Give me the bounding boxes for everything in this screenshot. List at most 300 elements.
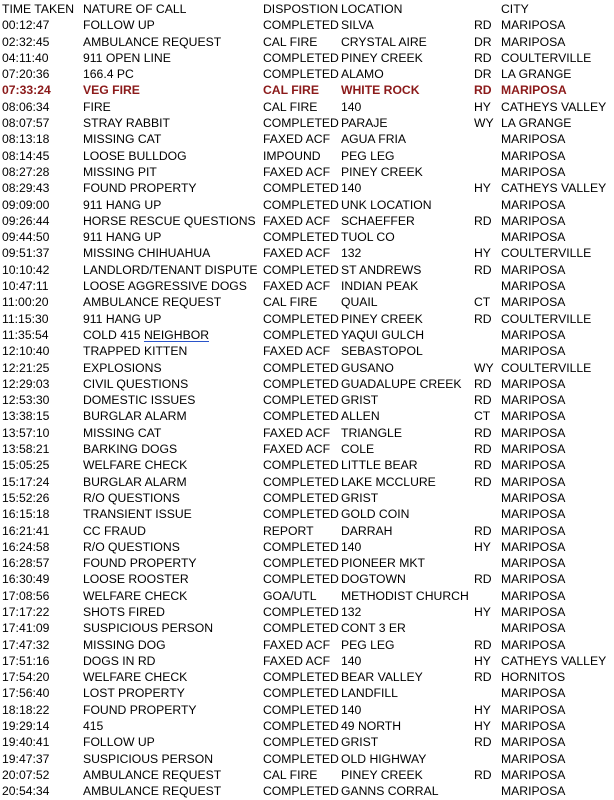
location-cell: ALAMO <box>341 67 384 82</box>
nature-cell: LANDLORD/TENANT DISPUTE <box>83 262 258 277</box>
time-cell: 13:58:21 <box>2 442 50 457</box>
location-cell: LANDFILL <box>341 686 398 701</box>
location-cell: PINEY CREEK <box>341 311 423 326</box>
table-row <box>2 474 614 490</box>
nature-cell: R/O QUESTIONS <box>83 539 180 554</box>
nature-cell: R/O QUESTIONS <box>83 490 180 505</box>
location-cell: 140 <box>341 539 362 554</box>
city-cell: MARIPOSA <box>501 18 566 33</box>
street-suffix-cell: WY <box>474 360 494 375</box>
location-cell: LITTLE BEAR <box>341 458 418 473</box>
location-cell: 49 NORTH <box>341 719 402 734</box>
disposition-cell: CAL FIRE <box>263 34 318 49</box>
disposition-cell: COMPLETED <box>263 751 339 766</box>
disposition-cell: FAXED ACF <box>263 213 331 228</box>
street-suffix-cell: RD <box>474 50 492 65</box>
table-row <box>2 539 614 555</box>
header-disposition: DISPOSTION <box>263 2 339 16</box>
disposition-cell: FAXED ACF <box>263 246 331 261</box>
city-cell: MARIPOSA <box>501 572 566 587</box>
location-cell: AGUA FRIA <box>341 132 407 147</box>
city-cell: CATHEYS VALLEY <box>501 653 607 668</box>
disposition-cell: COMPLETED <box>263 556 339 571</box>
city-cell: MARIPOSA <box>501 327 566 342</box>
nature-cell: AMBULANCE REQUEST <box>83 34 222 49</box>
city-cell: MARIPOSA <box>501 344 566 359</box>
header-row <box>2 1 614 17</box>
disposition-cell: COMPLETED <box>263 539 339 554</box>
nature-cell: LOST PROPERTY <box>83 686 185 701</box>
time-cell: 16:28:57 <box>2 556 50 571</box>
time-cell: 02:32:45 <box>2 34 50 49</box>
nature-underlined-word: NEIGHBOR <box>143 327 209 342</box>
city-cell: MARIPOSA <box>501 767 566 782</box>
location-cell: GRIST <box>341 393 379 408</box>
time-cell: 12:53:30 <box>2 393 50 408</box>
disposition-cell: COMPLETED <box>263 409 339 424</box>
city-cell: LA GRANGE <box>501 116 572 131</box>
table-row <box>2 245 614 261</box>
table-row <box>2 392 614 408</box>
table-row <box>2 408 614 424</box>
table-row <box>2 653 614 669</box>
disposition-cell: COMPLETED <box>263 181 339 196</box>
table-row <box>2 376 614 392</box>
city-cell: MARIPOSA <box>501 132 566 147</box>
street-suffix-cell: RD <box>474 735 492 750</box>
street-suffix-cell: RD <box>474 442 492 457</box>
street-suffix-cell: HY <box>474 539 491 554</box>
time-cell: 17:54:20 <box>2 670 50 685</box>
location-cell: COLE <box>341 442 375 457</box>
nature-cell: LOOSE ROOSTER <box>83 572 189 587</box>
disposition-cell: FAXED ACF <box>263 344 331 359</box>
table-row <box>2 702 614 718</box>
nature-cell: MISSING PIT <box>83 164 157 179</box>
table-row <box>2 294 614 310</box>
nature-cell: HORSE RESCUE QUESTIONS <box>83 213 256 228</box>
disposition-cell: COMPLETED <box>263 572 339 587</box>
time-cell: 09:26:44 <box>2 213 50 228</box>
table-row <box>2 751 614 767</box>
location-cell: PEG LEG <box>341 148 395 163</box>
disposition-cell: COMPLETED <box>263 784 339 799</box>
disposition-cell: COMPLETED <box>263 670 339 685</box>
disposition-cell: COMPLETED <box>263 67 339 82</box>
disposition-cell: FAXED ACF <box>263 653 331 668</box>
location-cell: 140 <box>341 653 362 668</box>
time-cell: 13:57:10 <box>2 425 50 440</box>
nature-cell: 911 HANG UP <box>83 197 162 212</box>
disposition-cell: CAL FIRE <box>263 767 318 782</box>
nature-cell: 166.4 PC <box>83 67 134 82</box>
table-row <box>2 360 614 376</box>
nature-cell: FOUND PROPERTY <box>83 181 197 196</box>
street-suffix-cell: RD <box>474 767 492 782</box>
table-row <box>2 767 614 783</box>
disposition-cell: FAXED ACF <box>263 425 331 440</box>
city-cell: MARIPOSA <box>501 376 566 391</box>
disposition-cell: COMPLETED <box>263 604 339 619</box>
city-cell: MARIPOSA <box>501 34 566 49</box>
location-cell: YAQUI GULCH <box>341 327 425 342</box>
nature-cell: VEG FIRE <box>83 83 140 98</box>
street-suffix-cell: RD <box>474 458 492 473</box>
location-cell: OLD HIGHWAY <box>341 751 427 766</box>
disposition-cell: FAXED ACF <box>263 164 331 179</box>
table-row <box>2 327 614 343</box>
table-row <box>2 637 614 653</box>
table-row <box>2 457 614 473</box>
time-cell: 17:08:56 <box>2 588 50 603</box>
time-cell: 10:10:42 <box>2 262 50 277</box>
disposition-cell: FAXED ACF <box>263 132 331 147</box>
street-suffix-cell: RD <box>474 670 492 685</box>
time-cell: 19:47:37 <box>2 751 50 766</box>
city-cell: MARIPOSA <box>501 686 566 701</box>
nature-cell: 415 <box>83 719 104 734</box>
street-suffix-cell: DR <box>474 34 492 49</box>
table-row <box>2 213 614 229</box>
time-cell: 17:41:09 <box>2 621 50 636</box>
city-cell: MARIPOSA <box>501 784 566 799</box>
nature-cell: FOLLOW UP <box>83 735 155 750</box>
time-cell: 08:29:43 <box>2 181 50 196</box>
street-suffix-cell: DR <box>474 67 492 82</box>
city-cell: MARIPOSA <box>501 474 566 489</box>
street-suffix-cell: HY <box>474 719 491 734</box>
time-cell: 07:20:36 <box>2 67 50 82</box>
location-cell: CONT 3 ER <box>341 621 406 636</box>
table-row <box>2 148 614 164</box>
time-cell: 12:10:40 <box>2 344 50 359</box>
location-cell: PEG LEG <box>341 637 395 652</box>
location-cell: SILVA <box>341 18 374 33</box>
disposition-cell: COMPLETED <box>263 376 339 391</box>
nature-cell: MISSING CHIHUAHUA <box>83 246 211 261</box>
time-cell: 12:29:03 <box>2 376 50 391</box>
street-suffix-cell: CT <box>474 409 491 424</box>
street-suffix-cell: HY <box>474 246 491 261</box>
time-cell: 16:15:18 <box>2 507 50 522</box>
header-nature-of-call: NATURE OF CALL <box>83 2 187 16</box>
city-cell: MARIPOSA <box>501 523 566 538</box>
nature-cell: DOGS IN RD <box>83 653 156 668</box>
city-cell: MARIPOSA <box>501 230 566 245</box>
street-suffix-cell: RD <box>474 376 492 391</box>
location-cell: TUOL CO <box>341 230 395 245</box>
disposition-cell: FAXED ACF <box>263 637 331 652</box>
nature-cell: FIRE <box>83 99 111 114</box>
nature-cell: EXPLOSIONS <box>83 360 162 375</box>
time-cell: 07:33:24 <box>2 83 51 98</box>
street-suffix-cell: RD <box>474 572 492 587</box>
city-cell: MARIPOSA <box>501 719 566 734</box>
nature-cell: LOOSE BULLDOG <box>83 148 187 163</box>
city-cell: MARIPOSA <box>501 637 566 652</box>
time-cell: 19:29:14 <box>2 719 50 734</box>
disposition-cell: COMPLETED <box>263 490 339 505</box>
nature-cell: 911 HANG UP <box>83 311 162 326</box>
street-suffix-cell: RD <box>474 474 492 489</box>
disposition-cell: COMPLETED <box>263 262 339 277</box>
location-cell: 140 <box>341 181 362 196</box>
street-suffix-cell: WY <box>474 116 494 131</box>
disposition-cell: COMPLETED <box>263 116 339 131</box>
city-cell: CATHEYS VALLEY <box>501 181 607 196</box>
city-cell: COULTERVILLE <box>501 311 592 326</box>
city-cell: MARIPOSA <box>501 702 566 717</box>
disposition-cell: COMPLETED <box>263 686 339 701</box>
street-suffix-cell: RD <box>474 311 492 326</box>
location-cell: METHODIST CHURCH <box>341 588 469 603</box>
time-cell: 17:47:32 <box>2 637 50 652</box>
table-row <box>2 131 614 147</box>
nature-cell: SUSPICIOUS PERSON <box>83 751 214 766</box>
table-row <box>2 783 614 799</box>
table-row <box>2 620 614 636</box>
nature-cell: CC FRAUD <box>83 523 146 538</box>
location-cell: GUADALUPE CREEK <box>341 376 462 391</box>
location-cell: INDIAN PEAK <box>341 279 419 294</box>
location-cell: GUSANO <box>341 360 394 375</box>
city-cell: MARIPOSA <box>501 262 566 277</box>
street-suffix-cell: HY <box>474 181 491 196</box>
disposition-cell: COMPLETED <box>263 197 339 212</box>
city-cell: COULTERVILLE <box>501 50 592 65</box>
location-cell: PINEY CREEK <box>341 164 423 179</box>
nature-cell: BARKING DOGS <box>83 442 178 457</box>
disposition-cell: FAXED ACF <box>263 279 331 294</box>
nature-cell: WELFARE CHECK <box>83 670 188 685</box>
time-cell: 08:07:57 <box>2 116 50 131</box>
city-cell: MARIPOSA <box>501 409 566 424</box>
nature-cell: DOMESTIC ISSUES <box>83 393 196 408</box>
table-row <box>2 197 614 213</box>
disposition-cell: COMPLETED <box>263 393 339 408</box>
disposition-cell: COMPLETED <box>263 474 339 489</box>
table-row <box>2 50 614 66</box>
table-row <box>2 669 614 685</box>
table-row <box>2 523 614 539</box>
time-cell: 18:18:22 <box>2 702 50 717</box>
disposition-cell: COMPLETED <box>263 327 339 342</box>
table-row <box>2 99 614 115</box>
street-suffix-cell: RD <box>474 393 492 408</box>
time-cell: 08:14:45 <box>2 148 50 163</box>
city-cell: MARIPOSA <box>501 556 566 571</box>
table-row <box>2 571 614 587</box>
table-row <box>2 555 614 571</box>
table-row <box>2 718 614 734</box>
table-row <box>2 164 614 180</box>
disposition-cell: COMPLETED <box>263 702 339 717</box>
time-cell: 20:54:34 <box>2 784 50 799</box>
nature-cell: AMBULANCE REQUEST <box>83 767 222 782</box>
table-row <box>2 115 614 131</box>
location-cell: ST ANDREWS <box>341 262 422 277</box>
table-row <box>2 425 614 441</box>
time-cell: 17:17:22 <box>2 604 50 619</box>
city-cell: CATHEYS VALLEY <box>501 99 607 114</box>
disposition-cell: COMPLETED <box>263 230 339 245</box>
table-row <box>2 734 614 750</box>
time-cell: 19:40:41 <box>2 735 50 750</box>
time-cell: 11:15:30 <box>2 311 49 326</box>
nature-cell: WELFARE CHECK <box>83 588 188 603</box>
disposition-cell: REPORT <box>263 523 314 538</box>
nature-cell: SHOTS FIRED <box>83 604 165 619</box>
nature-cell: SUSPICIOUS PERSON <box>83 621 214 636</box>
table-row <box>2 588 614 604</box>
time-cell: 15:05:25 <box>2 458 50 473</box>
disposition-cell: FAXED ACF <box>263 442 331 457</box>
location-cell: 140 <box>341 99 362 114</box>
disposition-cell: COMPLETED <box>263 311 339 326</box>
location-cell: DARRAH <box>341 523 393 538</box>
street-suffix-cell: RD <box>474 18 492 33</box>
city-cell: LA GRANGE <box>501 67 572 82</box>
location-cell: 132 <box>341 246 362 261</box>
city-cell: HORNITOS <box>501 670 566 685</box>
nature-cell: AMBULANCE REQUEST <box>83 784 222 799</box>
table-row <box>2 278 614 294</box>
nature-cell: BURGLAR ALARM <box>83 474 187 489</box>
nature-cell: CIVIL QUESTIONS <box>83 376 189 391</box>
city-cell: MARIPOSA <box>501 539 566 554</box>
location-cell: GRIST <box>341 735 379 750</box>
street-suffix-cell: RD <box>474 425 492 440</box>
disposition-cell: IMPOUND <box>263 148 321 163</box>
city-cell: MARIPOSA <box>501 621 566 636</box>
disposition-cell: COMPLETED <box>263 621 339 636</box>
location-cell: TRIANGLE <box>341 425 402 440</box>
location-cell: ALLEN <box>341 409 380 424</box>
nature-cell: 911 OPEN LINE <box>83 50 171 65</box>
street-suffix-cell: RD <box>474 83 492 98</box>
time-cell: 16:24:58 <box>2 539 50 554</box>
nature-cell: MISSING CAT <box>83 132 162 147</box>
location-cell: SEBASTOPOL <box>341 344 423 359</box>
street-suffix-cell: RD <box>474 213 492 228</box>
table-row <box>2 441 614 457</box>
time-cell: 09:09:00 <box>2 197 50 212</box>
location-cell: CRYSTAL AIRE <box>341 34 427 49</box>
disposition-cell: COMPLETED <box>263 458 339 473</box>
time-cell: 12:21:25 <box>2 360 50 375</box>
disposition-cell: COMPLETED <box>263 18 339 33</box>
table-row <box>2 229 614 245</box>
disposition-cell: CAL FIRE <box>263 295 318 310</box>
time-cell: 15:52:26 <box>2 490 50 505</box>
city-cell: MARIPOSA <box>501 197 566 212</box>
time-cell: 16:21:41 <box>2 523 50 538</box>
nature-cell: WELFARE CHECK <box>83 458 188 473</box>
disposition-cell: COMPLETED <box>263 719 339 734</box>
city-cell: MARIPOSA <box>501 735 566 750</box>
time-cell: 20:07:52 <box>2 767 50 782</box>
header-time-taken: TIME TAKEN <box>2 2 75 16</box>
city-cell: MARIPOSA <box>501 490 566 505</box>
table-row <box>2 343 614 359</box>
location-cell: PINEY CREEK <box>341 767 423 782</box>
nature-cell: BURGLAR ALARM <box>83 409 187 424</box>
location-cell: GANNS CORRAL <box>341 784 439 799</box>
disposition-cell: COMPLETED <box>263 507 339 522</box>
nature-cell: AMBULANCE REQUEST <box>83 295 222 310</box>
nature-cell: FOUND PROPERTY <box>83 556 197 571</box>
disposition-cell: COMPLETED <box>263 735 339 750</box>
table-row <box>2 506 614 522</box>
header-city: CITY <box>501 2 529 16</box>
time-cell: 08:06:34 <box>2 99 50 114</box>
call-log-table <box>2 1 614 800</box>
location-cell: PARAJE <box>341 116 388 131</box>
time-cell: 13:38:15 <box>2 409 50 424</box>
time-cell: 08:27:28 <box>2 164 50 179</box>
time-cell: 10:47:11 <box>2 279 49 294</box>
nature-cell: MISSING DOG <box>83 637 166 652</box>
location-cell: 132 <box>341 604 362 619</box>
location-cell: QUAIL <box>341 295 378 310</box>
street-suffix-cell: RD <box>474 523 492 538</box>
table-row <box>2 180 614 196</box>
location-cell: GOLD COIN <box>341 507 410 522</box>
disposition-cell: CAL FIRE <box>263 83 319 98</box>
time-cell: 09:44:50 <box>2 230 50 245</box>
location-cell: PINEY CREEK <box>341 50 423 65</box>
nature-cell: 911 HANG UP <box>83 230 162 245</box>
city-cell: MARIPOSA <box>501 148 566 163</box>
time-cell: 15:17:24 <box>2 474 50 489</box>
city-cell: MARIPOSA <box>501 604 566 619</box>
time-cell: 11:00:20 <box>2 295 49 310</box>
city-cell: MARIPOSA <box>501 588 566 603</box>
time-cell: 11:35:54 <box>2 327 49 342</box>
time-cell: 09:51:37 <box>2 246 50 261</box>
nature-cell: LOOSE AGGRESSIVE DOGS <box>83 279 247 294</box>
table-row <box>2 66 614 82</box>
time-cell: 16:30:49 <box>2 572 50 587</box>
disposition-cell: COMPLETED <box>263 50 339 65</box>
location-cell: DOGTOWN <box>341 572 406 587</box>
nature-cell <box>83 327 209 343</box>
table-body <box>2 17 614 799</box>
nature-cell: TRAPPED KITTEN <box>83 344 188 359</box>
nature-cell: MISSING CAT <box>83 425 162 440</box>
city-cell: COULTERVILLE <box>501 246 592 261</box>
city-cell: MARIPOSA <box>501 393 566 408</box>
city-cell: MARIPOSA <box>501 751 566 766</box>
city-cell: MARIPOSA <box>501 442 566 457</box>
city-cell: MARIPOSA <box>501 164 566 179</box>
nature-cell: TRANSIENT ISSUE <box>83 507 192 522</box>
city-cell: MARIPOSA <box>501 295 566 310</box>
street-suffix-cell: RD <box>474 637 492 652</box>
time-cell: 04:11:40 <box>2 50 49 65</box>
time-cell: 08:13:18 <box>2 132 50 147</box>
table-row <box>2 262 614 278</box>
table-row <box>2 17 614 33</box>
nature-cell: STRAY RABBIT <box>83 116 170 131</box>
nature-cell: FOUND PROPERTY <box>83 702 197 717</box>
table-row <box>2 604 614 620</box>
street-suffix-cell: HY <box>474 702 491 717</box>
location-cell: WHITE ROCK <box>341 83 420 98</box>
city-cell: MARIPOSA <box>501 507 566 522</box>
location-cell: GRIST <box>341 490 379 505</box>
city-cell: MARIPOSA <box>501 213 566 228</box>
